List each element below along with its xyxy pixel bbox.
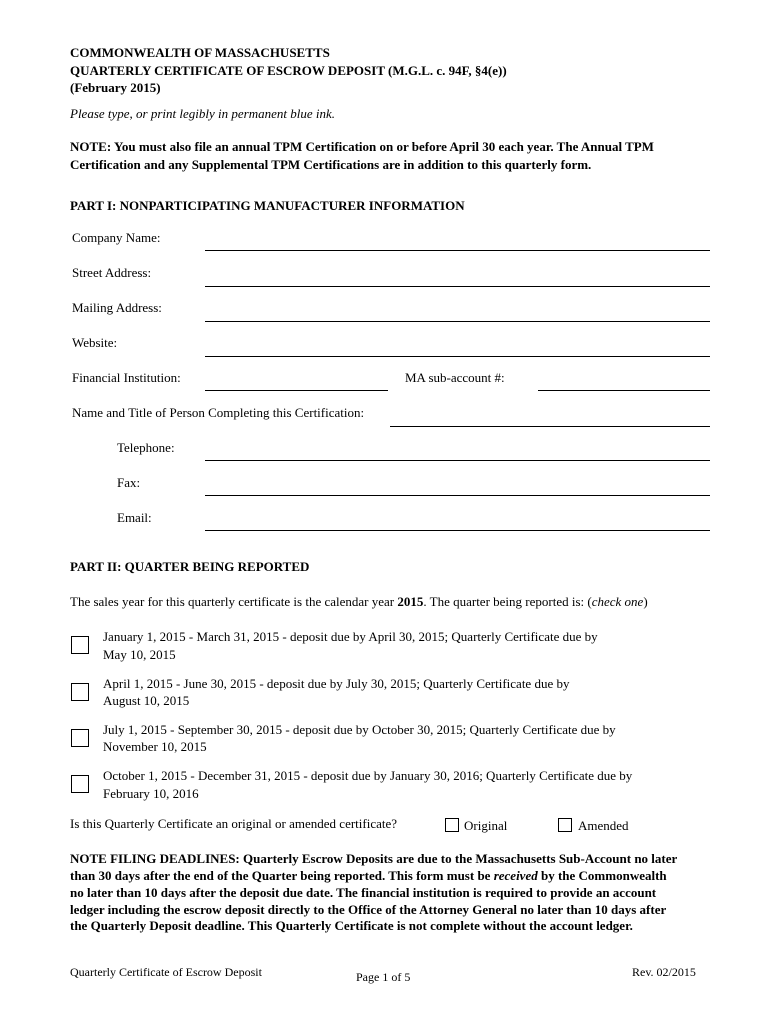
person-name-title-label: Name and Title of Person Completing this Certification: <box>72 405 365 420</box>
note-line-2: Certification and any Supplemental TPM Certifications are in addition to this quarterly form. <box>70 157 592 172</box>
quarter-2-line-2: August 10, 2015 <box>103 693 190 708</box>
street-address-label: Street Address: <box>72 265 152 280</box>
form-date: (February 2015) <box>70 80 161 95</box>
amended-checkbox[interactable] <box>558 818 572 832</box>
street-address-field[interactable] <box>205 286 710 287</box>
website-field[interactable] <box>205 356 710 357</box>
quarter-2-checkbox[interactable] <box>71 683 89 701</box>
original-checkbox[interactable] <box>445 818 459 832</box>
deadlines-line-3: no later than 10 days after the deposit due date. The financial institution is required to provide an account <box>70 885 657 900</box>
amended-label: Amended <box>578 818 629 833</box>
website-label: Website: <box>72 335 118 350</box>
quarter-1-line-1: January 1, 2015 - March 31, 2015 - deposit due by April 30, 2015; Quarterly Certificate due by <box>103 629 598 644</box>
sales-year-sentence: The sales year for this quarterly certificate is the calendar year 2015. The quarter being reported is: (check one) <box>70 594 648 609</box>
quarter-3-line-2: November 10, 2015 <box>103 739 207 754</box>
quarter-4-line-2: February 10, 2016 <box>103 786 199 801</box>
mailing-address-label: Mailing Address: <box>72 300 162 315</box>
part1-heading: PART I: NONPARTICIPATING MANUFACTURER INFORMATION <box>70 198 465 213</box>
deadlines-line-2: than 30 days after the end of the Quarter being reported. This form must be received by the Commonwealth <box>70 868 667 883</box>
quarter-2-line-1: April 1, 2015 - June 30, 2015 - deposit due by July 30, 2015; Quarterly Certificate due by <box>103 676 570 691</box>
form-title: QUARTERLY CERTIFICATE OF ESCROW DEPOSIT (M.G.L. c. 94F, §4(e)) <box>70 63 507 78</box>
original-label: Original <box>464 818 508 833</box>
deadlines-line-4: ledger including the escrow deposit directly to the Office of the Attorney General no later than 10 days after <box>70 902 667 917</box>
quarter-1-line-2: May 10, 2015 <box>103 647 176 662</box>
note-line-1: NOTE: You must also file an annual TPM Certification on or before April 30 each year. The Annual TPM <box>70 139 654 154</box>
quarter-3-line-1: July 1, 2015 - September 30, 2015 - deposit due by October 30, 2015; Quarterly Certificate due by <box>103 722 616 737</box>
header-line-1: COMMONWEALTH OF MASSACHUSETTS <box>70 45 330 60</box>
financial-institution-label: Financial Institution: <box>72 370 181 385</box>
quarter-1-checkbox[interactable] <box>71 636 89 654</box>
fax-label: Fax: <box>117 475 141 490</box>
company-name-field[interactable] <box>205 250 710 251</box>
fax-field[interactable] <box>205 495 710 496</box>
sales-year-value: 2015 <box>397 594 424 609</box>
footer-left: Quarterly Certificate of Escrow Deposit <box>70 965 262 979</box>
person-name-title-field[interactable] <box>390 426 710 427</box>
telephone-field[interactable] <box>205 460 710 461</box>
ma-subaccount-label: MA sub-account #: <box>405 370 505 385</box>
company-name-label: Company Name: <box>72 230 161 245</box>
email-field[interactable] <box>205 530 710 531</box>
deadlines-line-5: the Quarterly Deposit deadline. This Quarterly Certificate is not complete without the account ledger. <box>70 918 633 933</box>
mailing-address-field[interactable] <box>205 321 710 322</box>
quarter-4-line-1: October 1, 2015 - December 31, 2015 - deposit due by January 30, 2016; Quarterly Certificate due by <box>103 768 633 783</box>
quarter-4-checkbox[interactable] <box>71 775 89 793</box>
financial-institution-field[interactable] <box>205 390 388 391</box>
original-amended-question: Is this Quarterly Certificate an original or amended certificate? <box>70 816 398 831</box>
page-number: Page 1 of 5 <box>356 970 411 984</box>
instruction-text: Please type, or print legibly in permanent blue ink. <box>70 106 335 121</box>
footer-revision: Rev. 02/2015 <box>632 965 696 979</box>
telephone-label: Telephone: <box>117 440 175 455</box>
deadlines-line-1: NOTE FILING DEADLINES: Quarterly Escrow Deposits are due to the Massachusetts Sub-Account no later <box>70 851 678 866</box>
email-label: Email: <box>117 510 152 525</box>
ma-subaccount-field[interactable] <box>538 390 710 391</box>
quarter-3-checkbox[interactable] <box>71 729 89 747</box>
part2-heading: PART II: QUARTER BEING REPORTED <box>70 559 310 574</box>
